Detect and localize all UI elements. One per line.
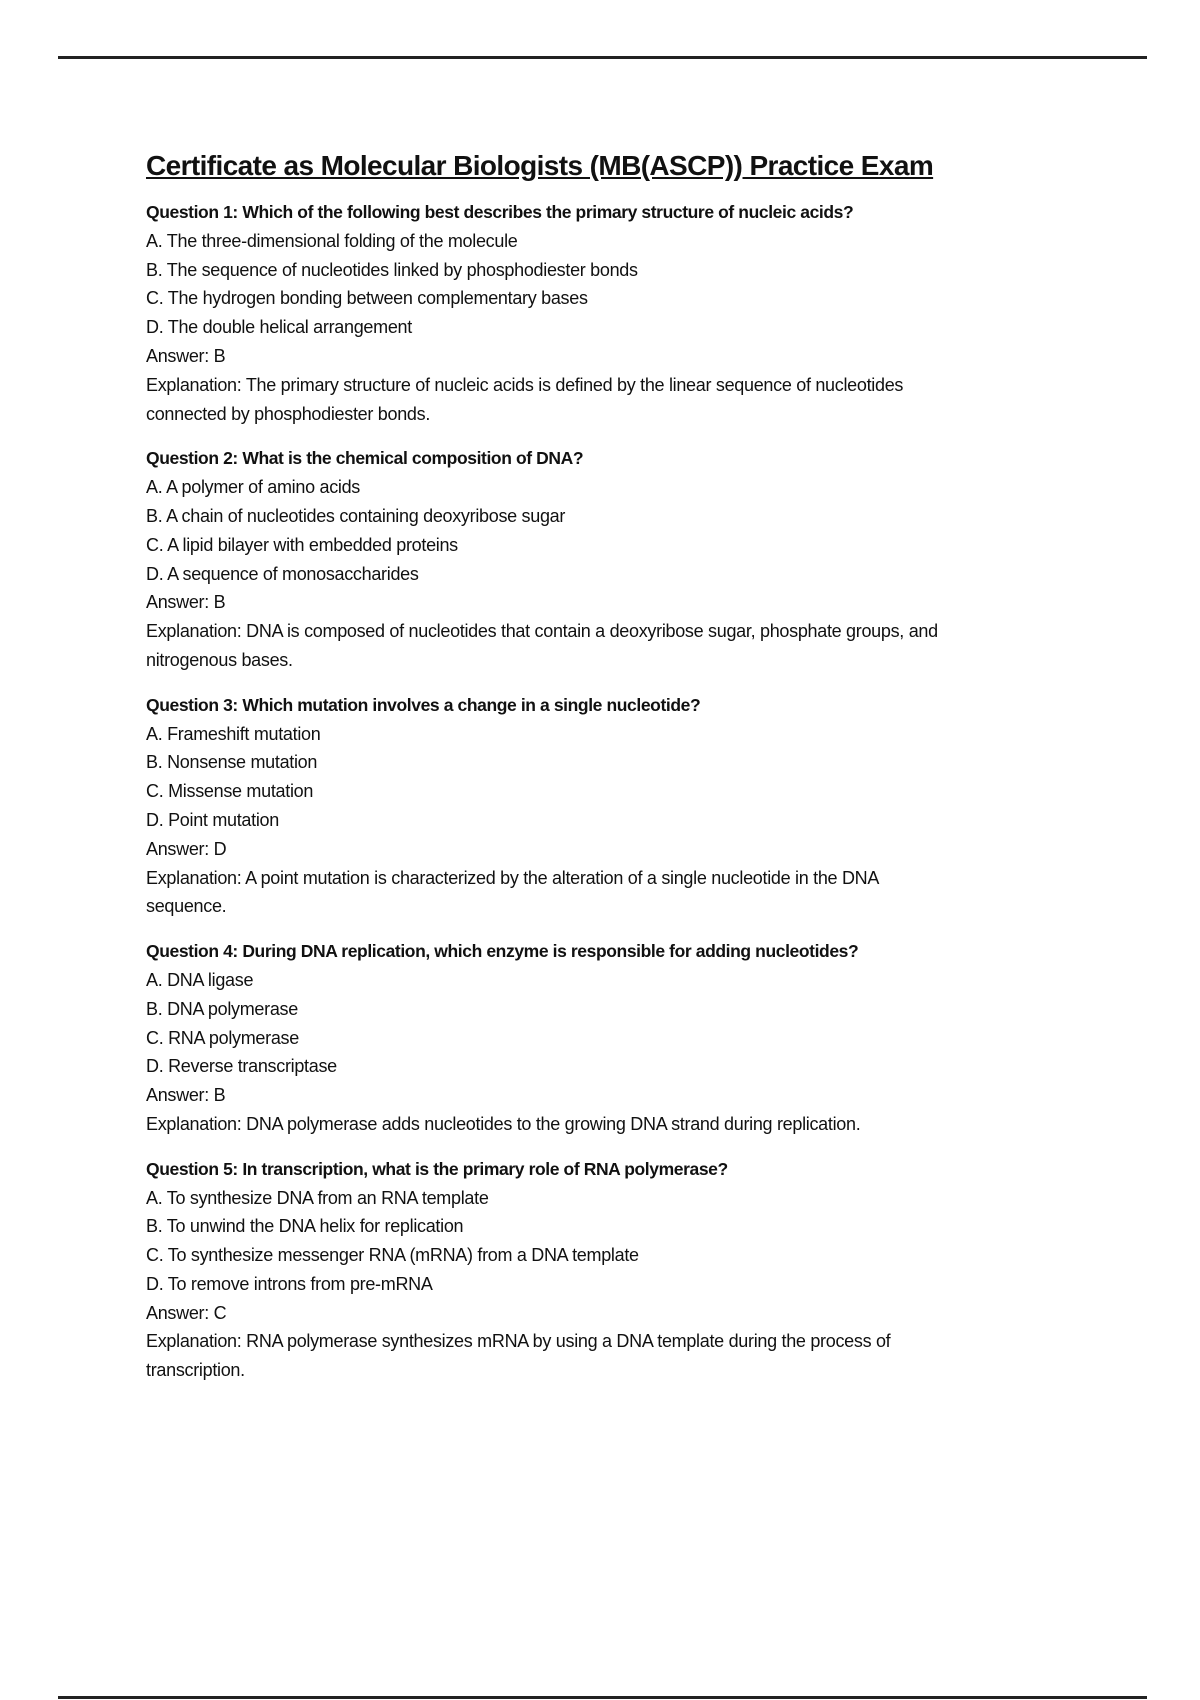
question-block <box>146 937 1106 1139</box>
question-block <box>146 198 1106 428</box>
explanation-text: sequence. <box>146 896 227 917</box>
header-rule <box>58 56 1147 59</box>
explanation-text: transcription. <box>146 1360 245 1381</box>
question-block <box>146 1155 1106 1385</box>
question-list <box>146 198 1106 1385</box>
explanation-text: Explanation: DNA polymerase adds nucleotides to the growing DNA strand during replication. <box>146 1113 861 1134</box>
document-body <box>146 148 1106 1401</box>
explanation-text: nitrogenous bases. <box>146 649 293 670</box>
answer-option: C. The hydrogen bonding between complementary bases <box>146 288 588 309</box>
answer-option: C. To synthesize messenger RNA (mRNA) from a DNA template <box>146 1245 639 1266</box>
answer-key: Answer: C <box>146 1302 227 1323</box>
answer-option: B. A chain of nucleotides containing deoxyribose sugar <box>146 505 566 526</box>
answer-option: A. To synthesize DNA from an RNA template <box>146 1187 489 1208</box>
answer-option: B. The sequence of nucleotides linked by phosphodiester bonds <box>146 259 638 280</box>
answer-option: A. DNA ligase <box>146 969 254 990</box>
explanation-text: Explanation: A point mutation is characterized by the alteration of a single nucleotide in the DNA <box>146 867 880 888</box>
question-text: Question 5: In transcription, what is the primary role of RNA polymerase? <box>146 1158 728 1179</box>
answer-option: D. Reverse transcriptase <box>146 1056 337 1077</box>
question-block <box>146 691 1106 921</box>
explanation-text: Explanation: DNA is composed of nucleotides that contain a deoxyribose sugar, phosphate groups, and <box>146 621 938 642</box>
answer-option: B. To unwind the DNA helix for replication <box>146 1216 464 1237</box>
explanation-text: Explanation: The primary structure of nucleic acids is defined by the linear sequence of nucleotides <box>146 374 904 395</box>
document-title: Certificate as Molecular Biologists (MB(ASCP)) Practice Exam <box>146 150 934 181</box>
question-text: Question 1: Which of the following best describes the primary structure of nucleic acids? <box>146 202 854 222</box>
answer-option: D. Point mutation <box>146 809 279 830</box>
answer-option: D. To remove introns from pre-mRNA <box>146 1273 433 1294</box>
footer-rule <box>58 1696 1147 1699</box>
answer-key: Answer: D <box>146 838 227 859</box>
answer-option: C. Missense mutation <box>146 781 314 802</box>
question-block <box>146 444 1106 674</box>
answer-key: Answer: B <box>146 592 226 613</box>
answer-option: D. A sequence of monosaccharides <box>146 563 419 584</box>
answer-option: C. RNA polymerase <box>146 1027 299 1048</box>
answer-key: Answer: B <box>146 1085 226 1106</box>
question-text: Question 2: What is the chemical composition of DNA? <box>146 448 584 469</box>
answer-option: B. Nonsense mutation <box>146 752 318 773</box>
question-text: Question 3: Which mutation involves a change in a single nucleotide? <box>146 694 701 715</box>
explanation-text: connected by phosphodiester bonds. <box>146 403 431 424</box>
answer-option: C. A lipid bilayer with embedded proteins <box>146 534 458 555</box>
answer-key: Answer: B <box>146 345 226 366</box>
answer-option: D. The double helical arrangement <box>146 317 412 338</box>
answer-option: B. DNA polymerase <box>146 998 298 1019</box>
explanation-text: Explanation: RNA polymerase synthesizes mRNA by using a DNA template during the process of <box>146 1331 891 1352</box>
answer-option: A. The three-dimensional folding of the molecule <box>146 230 518 251</box>
question-text: Question 4: During DNA replication, which enzyme is responsible for adding nucleotides? <box>146 941 859 962</box>
answer-option: A. A polymer of amino acids <box>146 477 361 498</box>
answer-option: A. Frameshift mutation <box>146 723 321 744</box>
